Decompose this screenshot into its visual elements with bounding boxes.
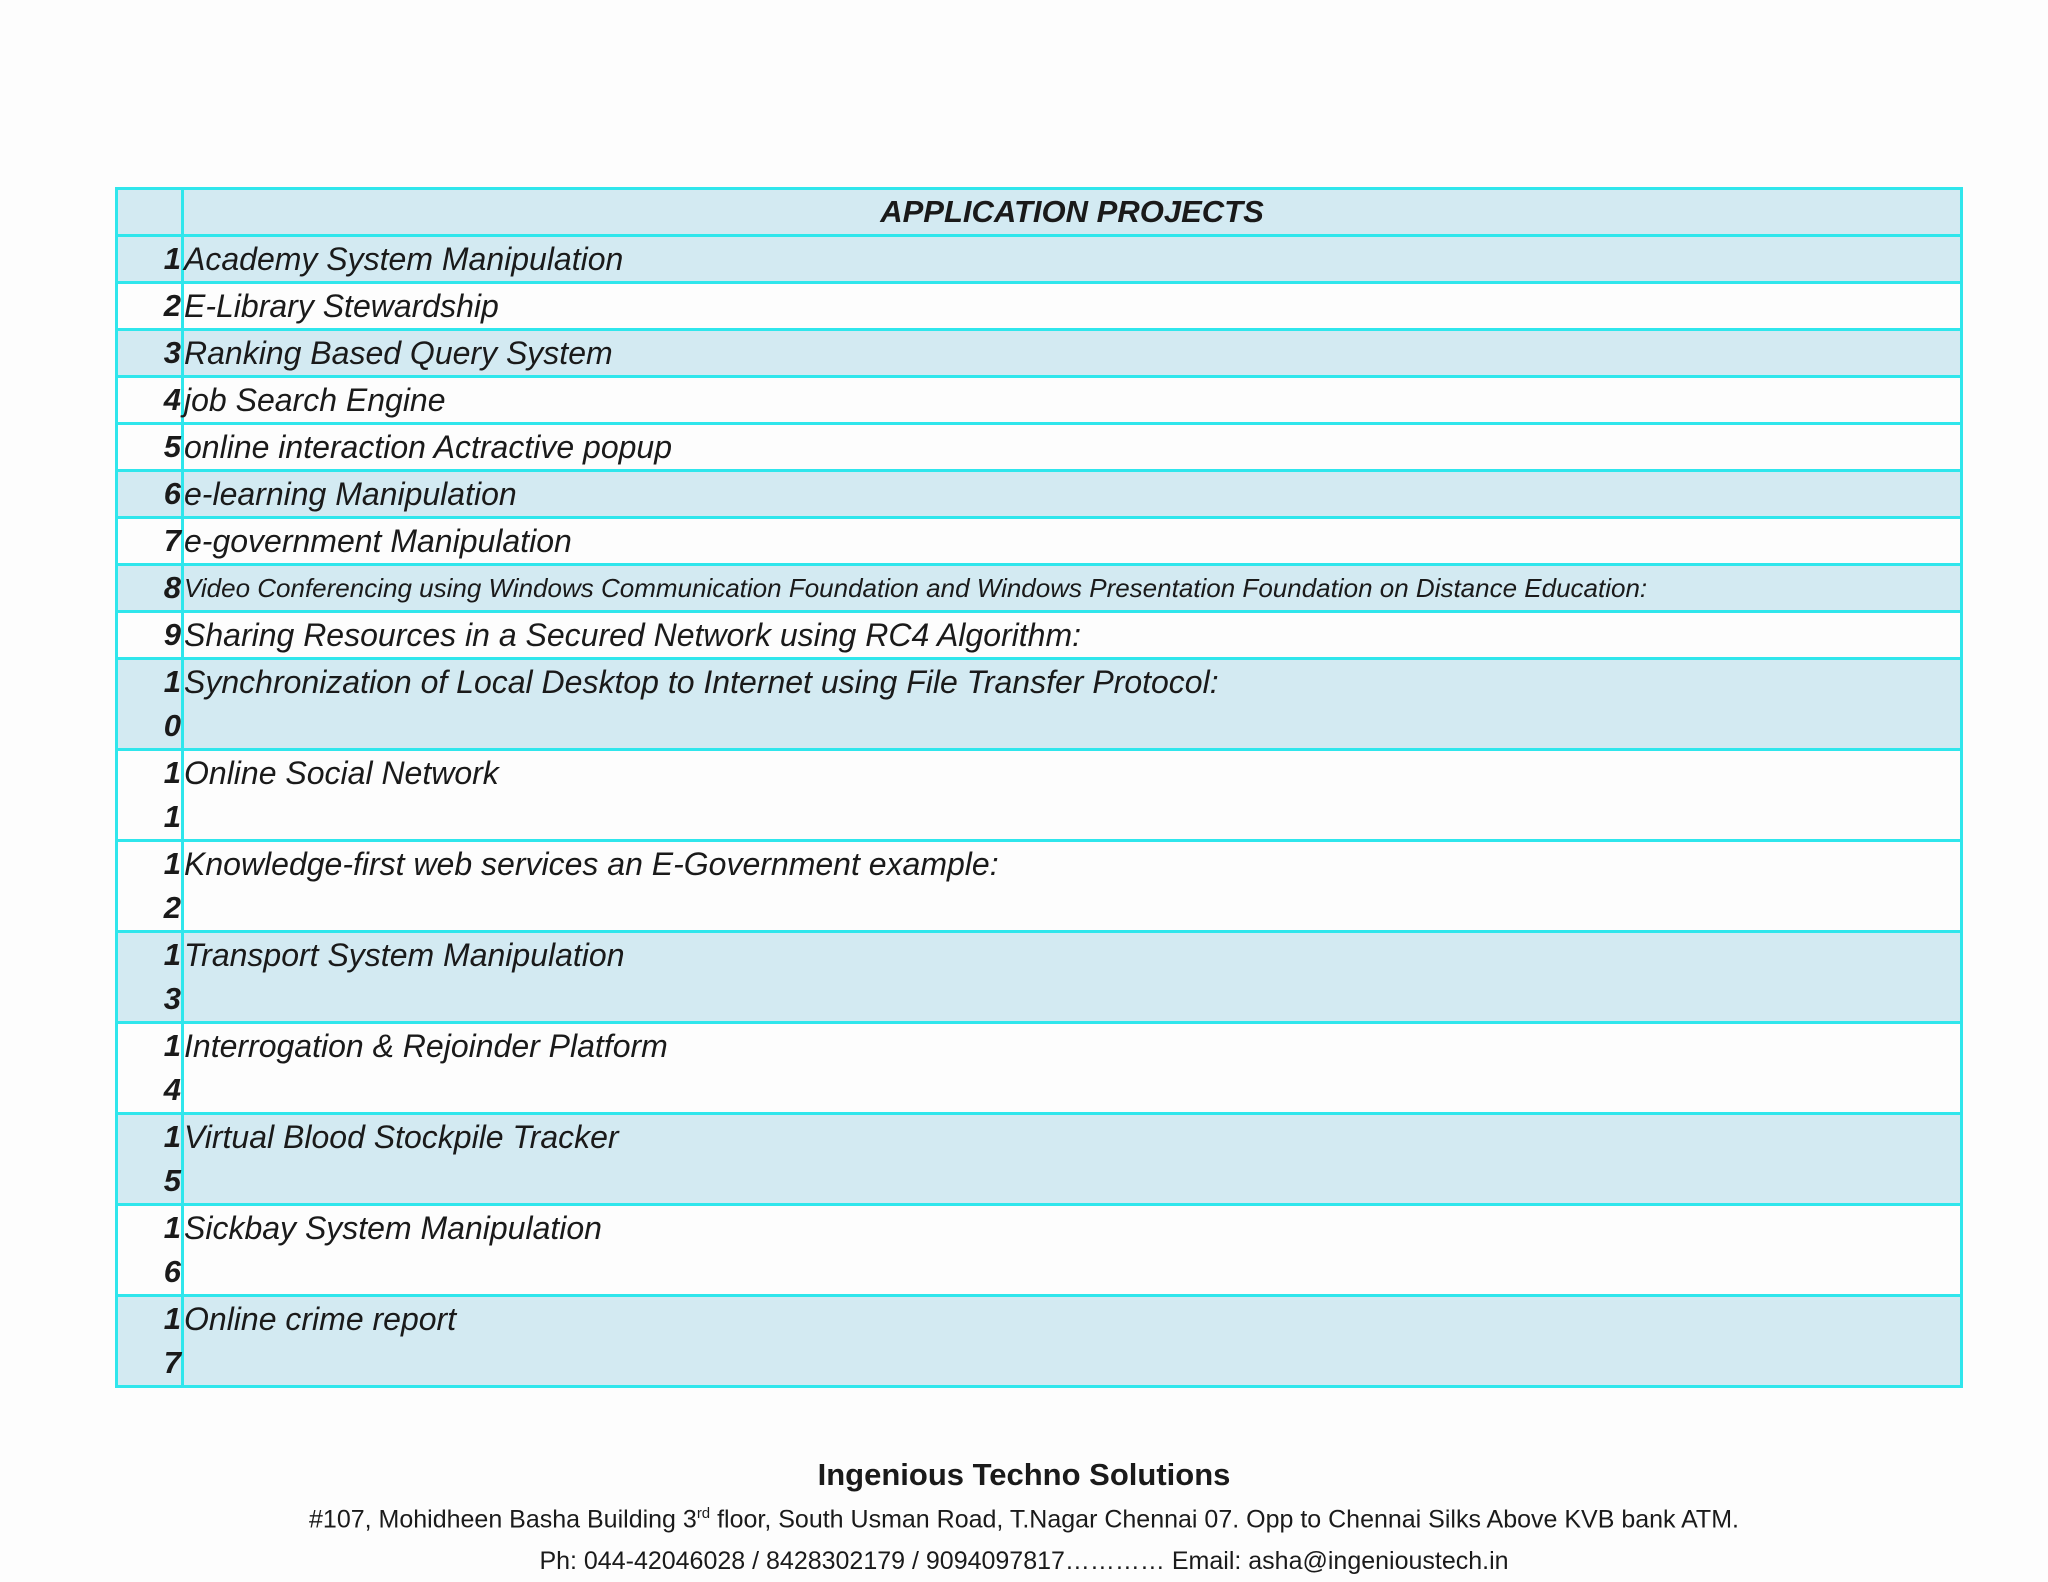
row-number: 15 — [163, 1119, 181, 1198]
project-name: online interaction Actractive popup — [183, 424, 1962, 471]
project-name: job Search Engine — [183, 377, 1962, 424]
table-row — [117, 330, 1962, 377]
project-name: Video Conferencing using Windows Communication Foundation and Windows Presentation Foundation on Distance Education: — [183, 565, 1962, 612]
row-number: 4 — [117, 377, 183, 424]
application-projects-table — [115, 187, 1963, 1388]
project-name: Synchronization of Local Desktop to Internet using File Transfer Protocol: — [183, 659, 1962, 750]
project-name: e-government Manipulation — [183, 518, 1962, 565]
row-number: 12 — [163, 846, 181, 925]
project-name: Interrogation & Rejoinder Platform — [183, 1023, 1962, 1114]
table-row — [117, 424, 1962, 471]
row-number: 13 — [163, 937, 181, 1016]
row-number-cell — [117, 1296, 183, 1387]
table-row — [117, 518, 1962, 565]
project-name: Online crime report — [183, 1296, 1962, 1387]
table-row — [117, 1296, 1962, 1387]
project-name: Sickbay System Manipulation — [183, 1205, 1962, 1296]
address-superscript: rd — [696, 1505, 711, 1522]
row-number: 7 — [117, 518, 183, 565]
row-number: 6 — [117, 471, 183, 518]
project-name: Online Social Network — [183, 750, 1962, 841]
address-start: #107, Mohidheen Basha Building 3 — [309, 1505, 697, 1534]
row-number-cell — [117, 841, 183, 932]
row-number-cell — [117, 1114, 183, 1205]
row-number: 11 — [163, 755, 181, 834]
number-column-header — [117, 189, 183, 236]
row-number: 17 — [163, 1301, 181, 1380]
row-number: 2 — [117, 283, 183, 330]
project-name: Academy System Manipulation — [183, 236, 1962, 283]
table-body — [117, 236, 1962, 1387]
project-name: Ranking Based Query System — [183, 330, 1962, 377]
company-address — [0, 1505, 2048, 1534]
table-row — [117, 1023, 1962, 1114]
row-number: 8 — [117, 565, 183, 612]
row-number: 10 — [163, 664, 181, 743]
table-title: APPLICATION PROJECTS — [183, 189, 1962, 236]
row-number: 5 — [117, 424, 183, 471]
table-row — [117, 612, 1962, 659]
company-contact: Ph: 044-42046028 / 8428302179 / 9094097817………… Email: asha@ingenioustech.in — [539, 1547, 1509, 1575]
row-number: 16 — [163, 1210, 181, 1289]
row-number-cell — [117, 1205, 183, 1296]
project-name: e-learning Manipulation — [183, 471, 1962, 518]
row-number: 14 — [163, 1028, 181, 1107]
address-end: floor, South Usman Road, T.Nagar Chennai 07. Opp to Chennai Silks Above KVB bank ATM. — [710, 1505, 1739, 1534]
row-number-cell — [117, 659, 183, 750]
table-row — [117, 1205, 1962, 1296]
row-number: 9 — [117, 612, 183, 659]
table-row — [117, 659, 1962, 750]
row-number-cell — [117, 750, 183, 841]
project-name: Transport System Manipulation — [183, 932, 1962, 1023]
table-row — [117, 932, 1962, 1023]
table-row — [117, 471, 1962, 518]
table-row — [117, 283, 1962, 330]
company-name: Ingenious Techno Solutions — [817, 1457, 1231, 1492]
table-row — [117, 565, 1962, 612]
project-name: E-Library Stewardship — [183, 283, 1962, 330]
table-row — [117, 750, 1962, 841]
row-number: 3 — [117, 330, 183, 377]
table-row — [117, 236, 1962, 283]
table-row — [117, 841, 1962, 932]
row-number: 1 — [117, 236, 183, 283]
row-number-cell — [117, 932, 183, 1023]
table-row — [117, 377, 1962, 424]
project-name: Sharing Resources in a Secured Network using RC4 Algorithm: — [183, 612, 1962, 659]
project-name: Knowledge-first web services an E-Government example: — [183, 841, 1962, 932]
row-number-cell — [117, 1023, 183, 1114]
table-row — [117, 1114, 1962, 1205]
project-name: Virtual Blood Stockpile Tracker — [183, 1114, 1962, 1205]
